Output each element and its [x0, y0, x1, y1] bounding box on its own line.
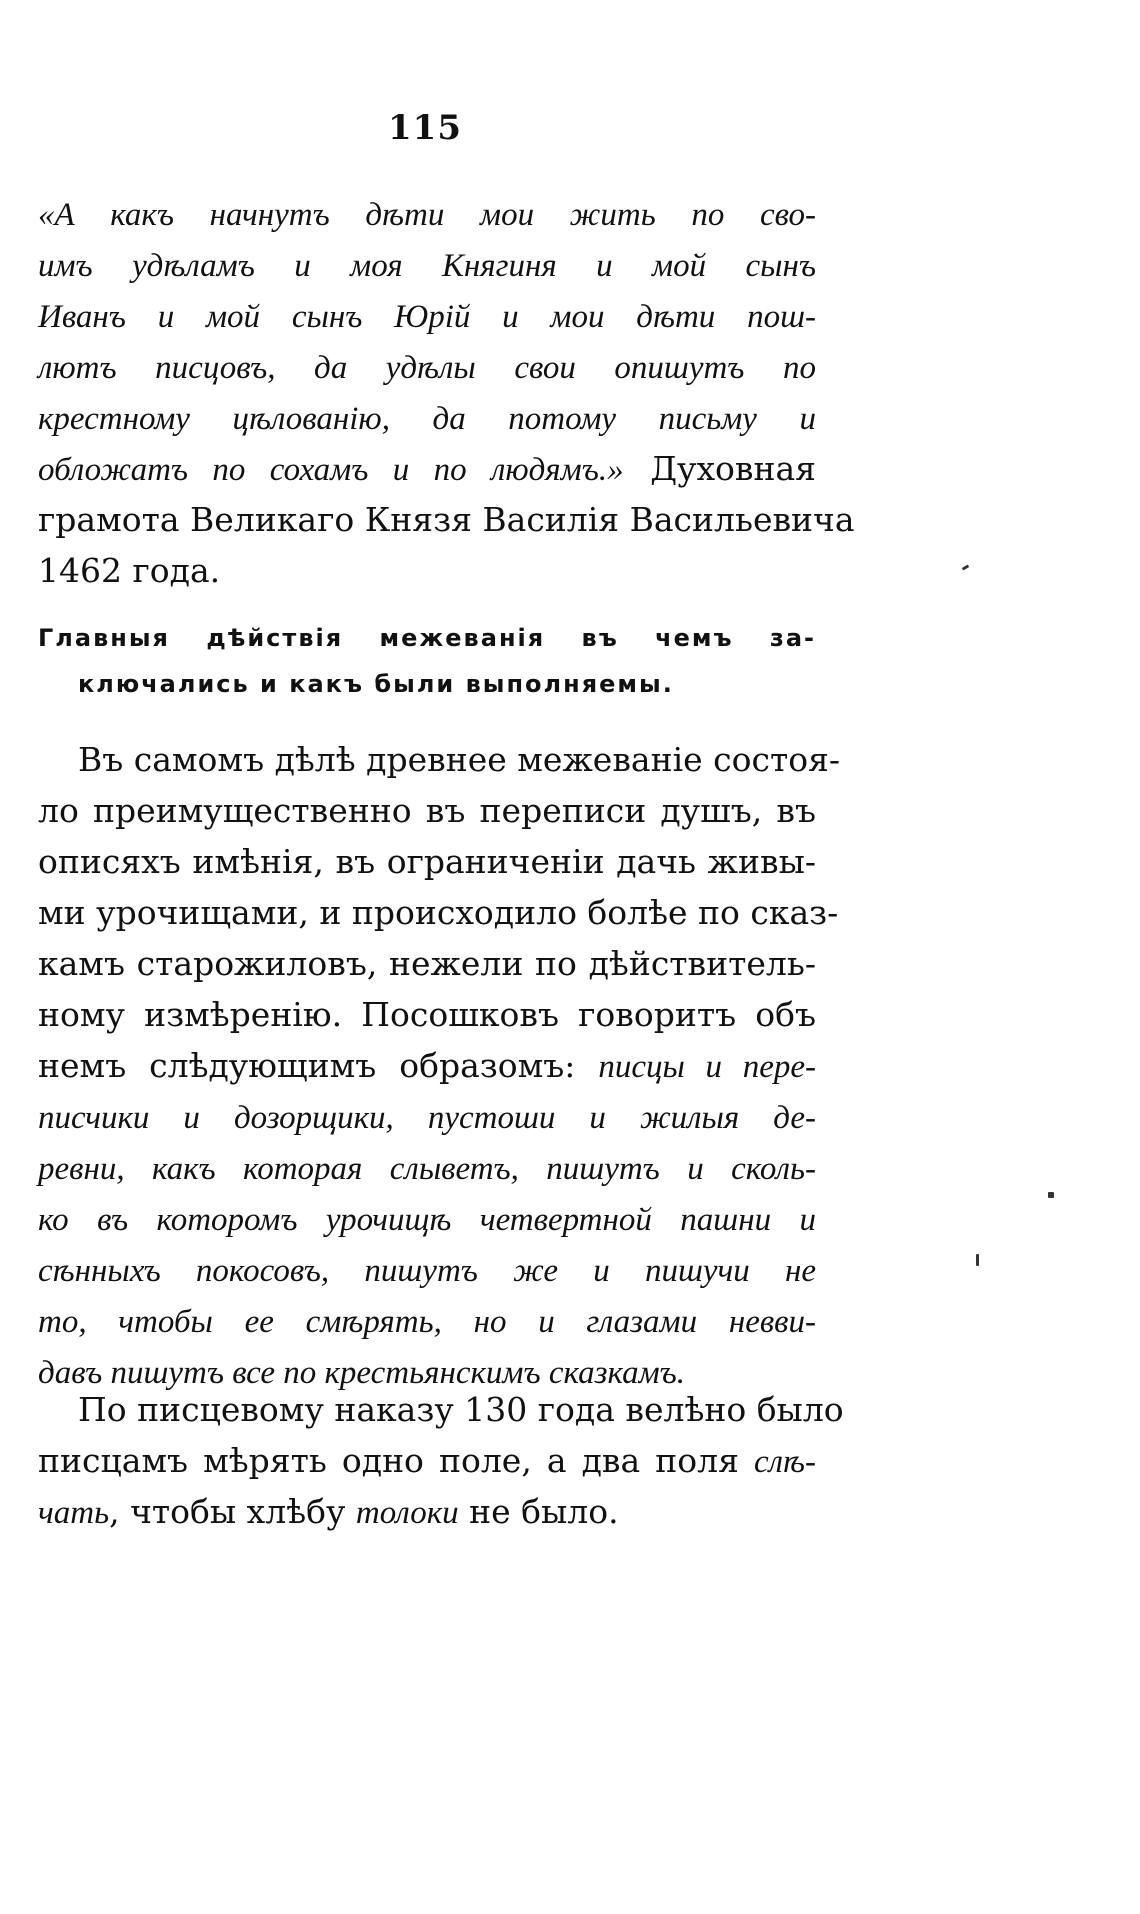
- page-number: 115: [388, 108, 462, 148]
- italic-text: сѣнныхъ покосовъ, пишутъ же и пишучи не: [38, 1253, 816, 1289]
- text-segment: описяхъ имѣнія, въ ограниченіи дачь живы-: [38, 842, 816, 881]
- italic-text: то, чтобы ее смѣрять, но и глазами невви-: [38, 1304, 816, 1340]
- text-line: [38, 887, 839, 938]
- text-line: [38, 1244, 816, 1295]
- text-line: [38, 1486, 816, 1537]
- text-line: [38, 1193, 816, 1244]
- text-line: [38, 1435, 816, 1486]
- text-line: [38, 836, 816, 887]
- text-line: [38, 938, 816, 989]
- text-line: [38, 545, 816, 596]
- text-line: [38, 734, 841, 785]
- text-line: [38, 1091, 816, 1142]
- italic-text: ревни, какъ которая слыветъ, пишутъ и сколь-: [38, 1151, 816, 1187]
- text-segment: камъ старожиловъ, нежели по дѣйствитель-: [38, 944, 816, 983]
- text-line: [38, 188, 816, 239]
- text-line: [38, 392, 816, 443]
- text-line: [38, 341, 816, 392]
- italic-text: Иванъ и мой сынъ Юрій и мои дѣти пош-: [38, 299, 816, 335]
- italic-text: чать: [38, 1495, 110, 1531]
- text-segment: немъ слѣдующимъ образомъ:: [38, 1046, 599, 1085]
- italic-text: давъ пишутъ все по крестьянскимъ сказкамъ.: [38, 1355, 686, 1391]
- italic-text: имъ удѣламъ и моя Княгиня и мой сынъ: [38, 248, 816, 284]
- italic-text: обложатъ по сохамъ и по людямъ.»: [38, 452, 624, 488]
- italic-text: писчики и дозорщики, пустоши и жилыя де-: [38, 1100, 816, 1136]
- text-line: [38, 989, 816, 1040]
- text-segment: писцамъ мѣрять одно поле, а два поля: [38, 1441, 754, 1480]
- text-segment: не было.: [458, 1492, 619, 1531]
- quote-block: [38, 188, 855, 596]
- text-line: [38, 1040, 816, 1091]
- text-segment: ми урочищами, и происходило болѣе по сказ-: [38, 893, 839, 932]
- text-line: [38, 443, 816, 494]
- text-line: [38, 290, 816, 341]
- italic-text: писцы и пере-: [598, 1049, 816, 1085]
- text-line: [38, 1384, 844, 1435]
- text-segment: , чтобы хлѣбу: [109, 1492, 356, 1531]
- text-segment: грамота Великаго Князя Василія Васильевича: [38, 500, 855, 539]
- italic-text: лютъ писцовъ, да удѣлы свои опишутъ по: [38, 350, 816, 386]
- text-segment: По писцевому наказу 130 года велѣно было: [78, 1390, 844, 1429]
- italic-text: крестному цѣлованію, да потому письму и: [38, 401, 816, 437]
- paragraph-1: [38, 734, 841, 1397]
- text-segment: Духовная: [623, 449, 816, 488]
- heading-line: Главныя дѣйствія межеванія въ чемъ за-: [38, 624, 816, 652]
- text-segment: ло преимущественно въ переписи душъ, въ: [38, 791, 816, 830]
- heading-line: ключались и какъ были выполняемы.: [78, 670, 674, 698]
- italic-text: слѣ-: [753, 1444, 816, 1480]
- scan-speck: [962, 564, 970, 570]
- scan-speck: [976, 1254, 979, 1266]
- italic-text: «А какъ начнутъ дѣти мои жить по сво-: [38, 197, 816, 233]
- section-heading: [38, 615, 816, 707]
- text-segment: ному измѣренію. Посошковъ говоритъ объ: [38, 995, 816, 1034]
- text-line: [38, 494, 855, 545]
- text-line: [38, 1142, 816, 1193]
- scan-speck: [1048, 1192, 1054, 1198]
- italic-text: толоки: [355, 1495, 459, 1531]
- text-line: [38, 239, 816, 290]
- text-segment: Въ самомъ дѣлѣ древнее межеваніе состоя-: [78, 740, 841, 779]
- text-line: [38, 785, 816, 836]
- text-line: [38, 1295, 816, 1346]
- text-segment: 1462 года.: [38, 551, 221, 590]
- italic-text: ко въ которомъ урочищѣ четвертной пашни и: [38, 1202, 816, 1238]
- paragraph-2: [38, 1384, 844, 1537]
